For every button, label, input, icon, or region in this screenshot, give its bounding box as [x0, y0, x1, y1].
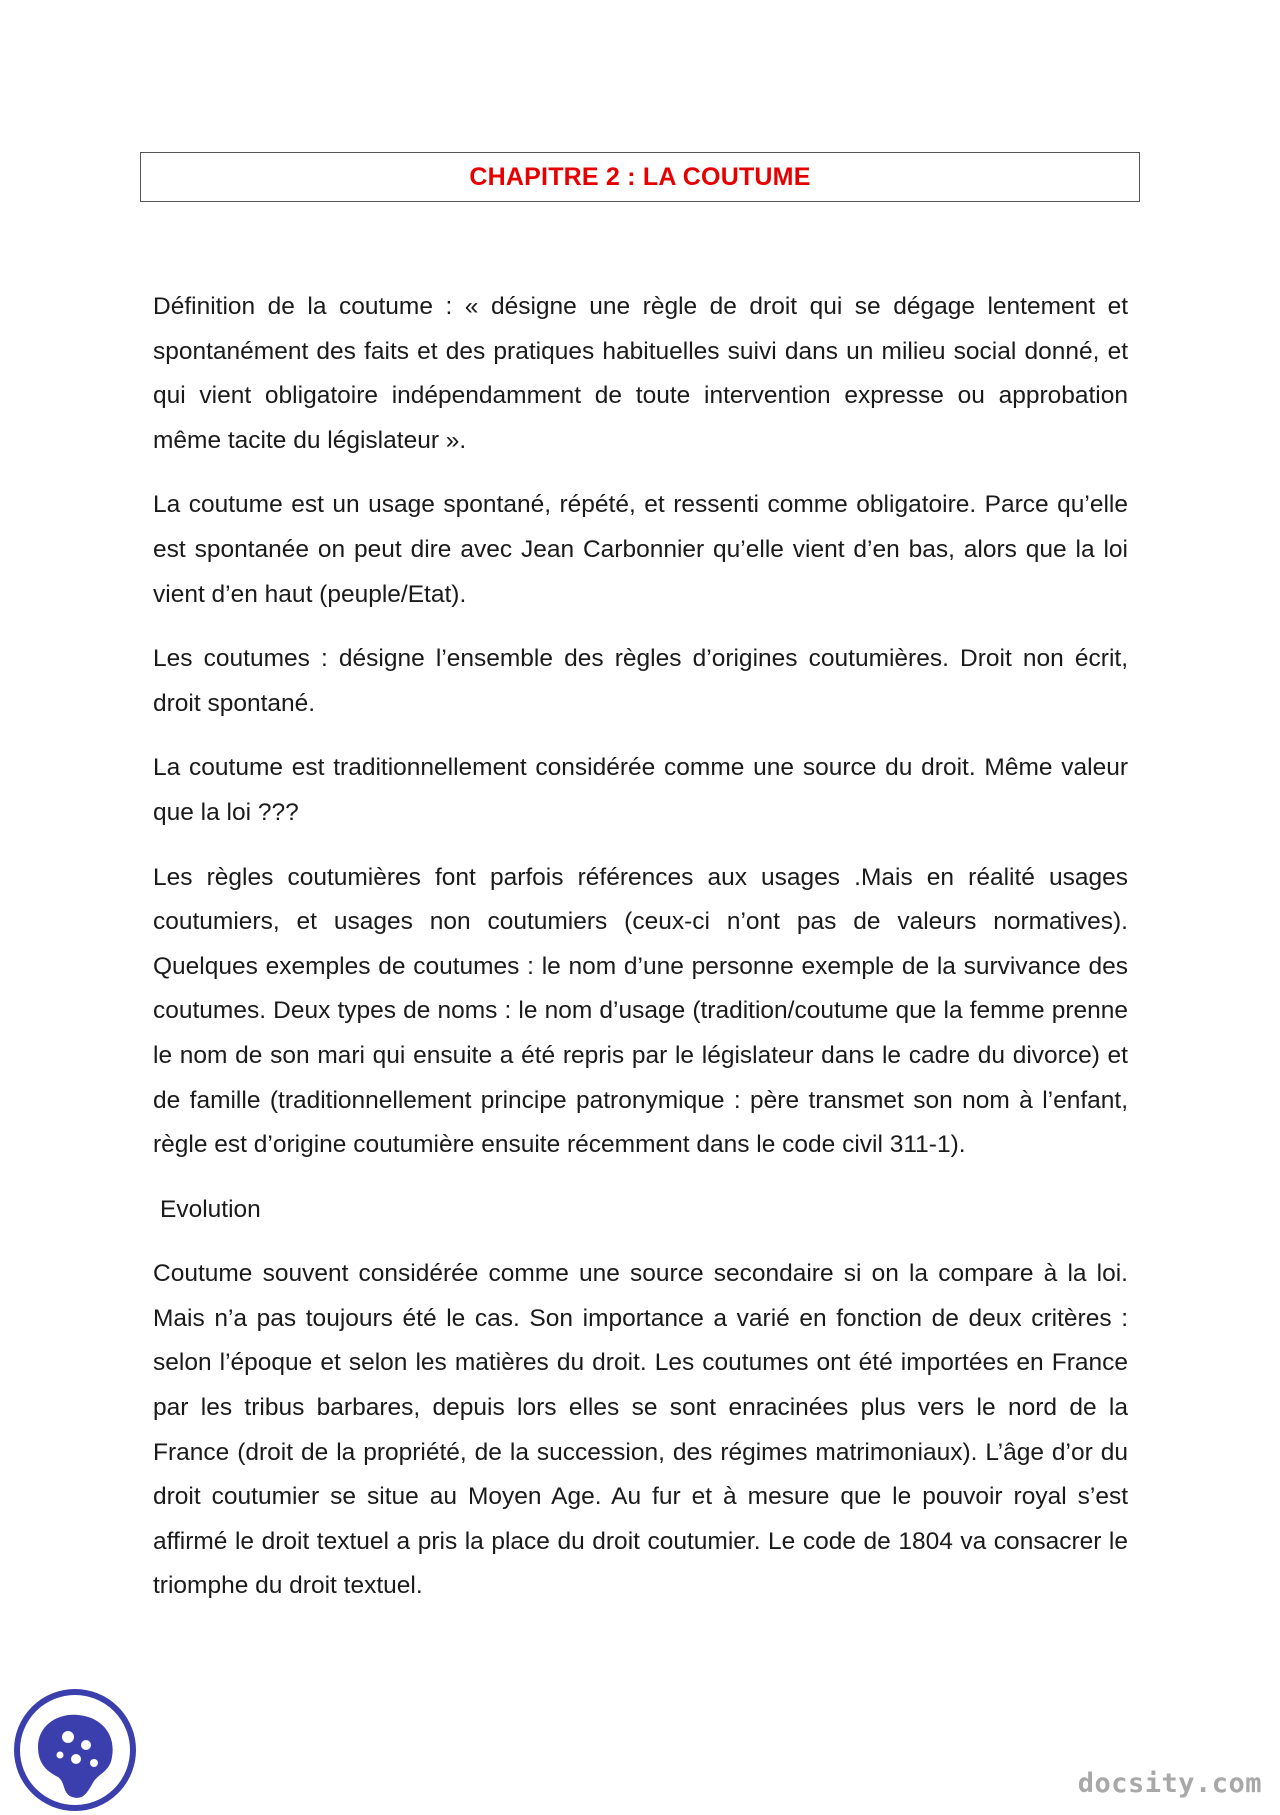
section-heading: Evolution [160, 1195, 261, 1223]
paragraph-evolution: Coutume souvent considérée comme une source secondaire si on la compare à la loi. Mais n’a pas toujours été le cas. Son importance a varié en fonction de deux critères : selon l’époque et selon les matières du droit. Les coutumes ont été importées en France par les tribus barbares, depuis lors elles se sont enracinées plus vers le nord de la France (droit de la propriété, de la succession, des régimes matrimoniaux). L’âge d’or du droit coutumier se situe au Moyen Age. Au fur et à mesure que le pouvoir royal s’est affirmé le droit textuel a pris la place du droit coutumier. Le code de 1804 va consacrer le triomphe du droit textuel. [153, 1260, 1128, 1600]
document-body [153, 285, 1128, 1629]
paragraph-examples: Les règles coutumières font parfois références aux usages .Mais en réalité usages coutumiers, et usages non coutumiers (ceux-ci n’ont pas de valeurs normatives). Quelques exemples de coutumes : le nom d’une personne exemple de la survivance des coutumes. Deux types de noms : le nom d’usage (tradition/coutume que la femme prenne le nom de son mari qui ensuite a été repris par le législateur dans le cadre du divorce) et de famille (traditionnellement principe patronymique : père transmet son nom à l’enfant, règle est d’origine coutumière ensuite récemment dans le code civil 311-1). [153, 863, 1128, 1159]
chapter-title-box [140, 152, 1140, 202]
chapter-title: CHAPITRE 2 : LA COUTUME [469, 162, 811, 191]
docsity-watermark: docsity.com [1077, 1768, 1262, 1799]
paragraph-usage: La coutume est un usage spontané, répété, et ressenti comme obligatoire. Parce qu’elle est spontanée on peut dire avec Jean Carbonnier qu’elle vient d’en bas, alors que la loi vient d’en haut (peuple/Etat). [153, 491, 1128, 608]
paragraph-source: La coutume est traditionnellement considérée comme une source du droit. Même valeur que la loi ??? [153, 754, 1128, 826]
paragraph-definition: Définition de la coutume : « désigne une règle de droit qui se dégage lentement et spontanément des faits et des pratiques habituelles suivi dans un milieu social donné, et qui vient obligatoire indépendamment de toute intervention expresse ou approbation même tacite du législateur ». [153, 293, 1128, 454]
docsity-logo-icon [10, 1685, 140, 1815]
paragraph-coutumes: Les coutumes : désigne l’ensemble des règles d’origines coutumières. Droit non écrit, droit spontané. [153, 645, 1128, 717]
